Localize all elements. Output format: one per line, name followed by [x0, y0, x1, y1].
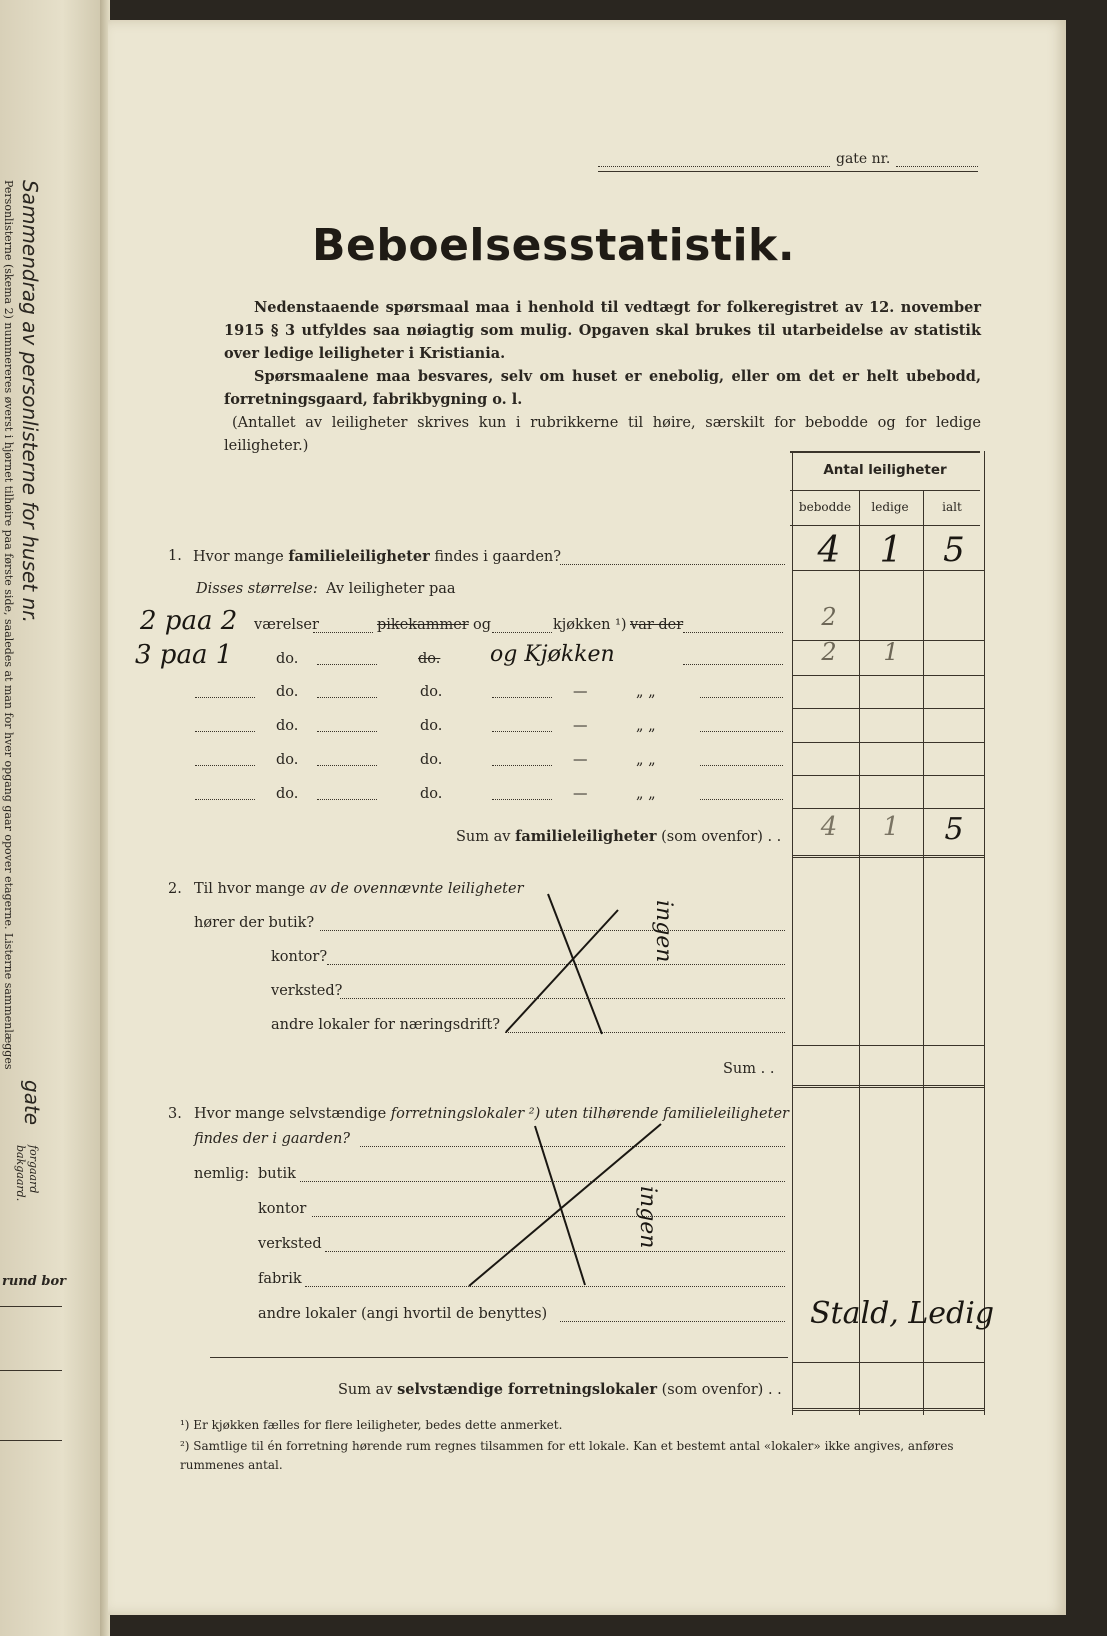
q1-leader [560, 564, 785, 565]
q2-line-verksted: verksted? [271, 983, 343, 999]
size-row3-blank[interactable] [492, 697, 552, 698]
q3-line-butik: butik [258, 1166, 296, 1182]
size-row6-blank[interactable] [492, 799, 552, 800]
q2-text-b: av de ovennævnte leiligheter [309, 881, 524, 897]
q2-text-a: Til hvor mange [194, 881, 305, 897]
row-rule [792, 742, 984, 743]
table-subhead-rule [790, 490, 980, 491]
margin-bakgaard: bakgaard. [14, 1145, 27, 1202]
q3-line-andre: andre lokaler (angi hvortil de benyttes) [258, 1306, 548, 1322]
q2-cross-out [500, 890, 620, 1040]
footnote-2: ²) Samtlige til én forretning hørende rum regnes tilsammen for ett lokale. Kan et bestemt antal «lokaler» ikke angives, anføres rummenes antal. [180, 1439, 954, 1472]
q3-sum-b: selvstændige forretningslokaler [397, 1381, 658, 1398]
size-row1-kitchen: kjøkken ¹) [553, 617, 627, 633]
row-rule [792, 808, 984, 809]
margin-title: Sammendrag av personlisterne for huset nr. [18, 180, 42, 623]
q3-sum-c: (som ovenfor) [661, 1382, 764, 1398]
q3-text-a: Hvor mange selvstændige [194, 1106, 387, 1122]
row-rule [792, 708, 984, 709]
q1-sum-b: familieleiligheter [515, 828, 657, 845]
footnote-1: ¹) Er kjøkken fælles for flere leiligheter, bedes dette anmerket. [180, 1418, 563, 1432]
size-row5-blank[interactable] [317, 765, 377, 766]
row-rule [792, 675, 984, 676]
size-row5-do2: do. [420, 752, 443, 768]
col-ledige: ledige [871, 500, 909, 514]
q3-nemlig: nemlig: [194, 1166, 250, 1182]
q2-question [194, 881, 524, 897]
page-title: Beboelsesstatistik. [311, 220, 796, 271]
col-bebodde: bebodde [798, 500, 852, 514]
size-row2-hand[interactable]: 3 paa 1 [135, 640, 233, 670]
q1-ledige-answer[interactable]: 1 [879, 530, 903, 571]
size-row1-bebodde[interactable]: 2 [821, 603, 837, 631]
q1-sum-c: (som ovenfor) [661, 829, 763, 845]
size-row4-do: do. [276, 718, 299, 734]
size-row6-do2: do. [420, 786, 443, 802]
size-row1-blank[interactable] [492, 632, 552, 633]
size-row1-rooms-label: værelser [254, 617, 319, 633]
size-row1-hand[interactable]: 2 paa 2 [140, 606, 238, 636]
size-row2-ledige[interactable]: 1 [883, 638, 899, 666]
col-line [923, 490, 924, 1415]
q1-size-label: Disses størrelse: [196, 581, 318, 597]
q1-number: 1. [168, 548, 182, 564]
q1-sum-ialt[interactable]: 5 [944, 812, 964, 847]
size-row4-blank[interactable] [317, 731, 377, 732]
q3-line-fabrik: fabrik [258, 1271, 302, 1287]
q1-question [193, 548, 561, 565]
size-row4-blank[interactable] [492, 731, 552, 732]
size-row1-struck: pikekammer [377, 617, 469, 633]
q2-sum: Sum . . [723, 1061, 775, 1077]
table-head-rule [790, 525, 980, 526]
margin-gate: gate [20, 1080, 44, 1126]
sum-rule [792, 1408, 984, 1411]
q1-text-a: Hvor mange [193, 549, 284, 565]
size-row4-quote: „ „ [636, 718, 656, 734]
row-rule [792, 1362, 984, 1363]
sum-rule [792, 855, 984, 858]
size-row1-og: og [473, 617, 492, 633]
q2-line-kontor: kontor? [271, 949, 328, 965]
sum-rule [792, 1085, 984, 1088]
intro-paragraph-3: (Antallet av leiligheter skrives kun i rubrikkerne til høire, særskilt for bebodde og for ledige leiligheter.) [224, 415, 981, 454]
size-row2-bebodde[interactable]: 2 [821, 638, 837, 666]
q1-sum-a: Sum av [456, 829, 511, 845]
size-row5-dash: — [573, 752, 588, 768]
q1-text-c: findes i gaarden? [434, 549, 562, 565]
table-top [790, 451, 980, 453]
margin-forgaard: forgaard [27, 1145, 40, 1194]
size-row4-leader [700, 731, 783, 732]
q3-writing-line[interactable] [210, 1357, 788, 1358]
size-row5-blank[interactable] [492, 765, 552, 766]
size-row5-blank[interactable] [195, 765, 255, 766]
size-row3-leader [700, 697, 783, 698]
size-row2-blank[interactable] [317, 664, 377, 665]
margin-line [0, 1306, 62, 1307]
table-title: Antal leiligheter [823, 462, 947, 478]
q3-hand-answer[interactable]: Stald, Ledig [810, 1296, 995, 1331]
gate-nr-label: gate nr. [836, 151, 891, 167]
q1-sum-ledige[interactable]: 1 [882, 812, 900, 842]
size-row4-do2: do. [420, 718, 443, 734]
q1-sum-bebodde[interactable]: 4 [820, 812, 838, 842]
size-row6-blank[interactable] [195, 799, 255, 800]
margin-line [0, 1370, 62, 1371]
q3-number: 3. [168, 1106, 182, 1122]
gate-nr-blank[interactable] [896, 166, 978, 167]
size-row2-do2: do. [418, 651, 441, 667]
size-row5-do: do. [276, 752, 299, 768]
size-row3-do: do. [276, 684, 299, 700]
q1-ialt-answer[interactable]: 5 [943, 530, 965, 570]
size-row1-struck2: var der [630, 617, 684, 633]
q3-line-kontor: kontor [258, 1201, 307, 1217]
row-rule [792, 775, 984, 776]
size-row5-quote: „ „ [636, 752, 656, 768]
col-line [859, 490, 860, 1415]
q3-text-c: findes der i gaarden? [194, 1131, 351, 1147]
q3-sum: Sum av selvstændige forretningslokaler (som ovenfor) . . [338, 1381, 782, 1398]
size-row6-dash: — [573, 786, 588, 802]
q2-sum-label: Sum [723, 1061, 757, 1077]
size-row6-do: do. [276, 786, 299, 802]
q2-line-andre: andre lokaler for næringsdrift? [271, 1017, 500, 1033]
street-blank[interactable] [598, 166, 830, 167]
margin-grund-bor: rund bor [2, 1274, 66, 1289]
col-ialt: ialt [942, 500, 962, 514]
size-row1-blank[interactable] [313, 632, 373, 633]
size-row2-og-kitchen[interactable]: og Kjøkken [490, 642, 615, 667]
q1-size-text: Av leiligheter paa [326, 581, 456, 597]
size-row2-leader [683, 664, 783, 665]
q1-text-b: familieleiligheter [288, 548, 430, 565]
col-line [984, 451, 985, 1415]
size-row3-quote: „ „ [636, 684, 656, 700]
size-row3-blank[interactable] [317, 697, 377, 698]
q3-sum-a: Sum av [338, 1382, 393, 1398]
size-row6-leader [700, 799, 783, 800]
size-row2-do: do. [276, 651, 299, 667]
q2-number: 2. [168, 881, 182, 897]
size-row4-dash: — [573, 718, 588, 734]
margin-line [0, 1440, 62, 1441]
margin-subtitle: Personlisterne (skema 2) nummereres øverst i hjørnet tilhøire paa første side, saaledes at man for hver opgang gaar opover etagerne. Listerne sammenlægges [2, 180, 15, 1070]
col-line [792, 451, 793, 1415]
size-row3-dash: — [573, 684, 588, 700]
size-row3-blank[interactable] [195, 697, 255, 698]
header-rule [598, 171, 978, 172]
q3-hand-note[interactable]: ingen [635, 1186, 660, 1249]
row-rule [792, 1045, 984, 1046]
size-row1-leader [683, 632, 783, 633]
q1-bebodde-answer[interactable]: 4 [817, 530, 841, 571]
size-row5-leader [700, 765, 783, 766]
q3-line-verksted: verksted [258, 1236, 322, 1252]
size-row6-quote: „ „ [636, 786, 656, 802]
size-row3-do2: do. [420, 684, 443, 700]
q1-sum-label: Sum av familieleiligheter (som ovenfor) . . [456, 828, 782, 845]
q2-line-butik: hører der butik? [194, 915, 315, 931]
intro-paragraph-2: Spørsmaalene maa besvares, selv om huset er enebolig, eller om det er helt ubebodd, forretningsgaard, fabrikbygning o. l. [224, 368, 981, 408]
q3-text-b: forretningslokaler ²) uten tilhørende familieleiligheter [390, 1106, 789, 1122]
intro-paragraph-1: Nedenstaaende spørsmaal maa i henhold til vedtægt for folkeregistret av 12. november 1915 § 3 utfyldes saa nøiagtig som mulig. Opgaven skal brukes til utarbeidelse av statistik over ledige leiligheter i Kristiania. [224, 299, 981, 362]
size-row4-blank[interactable] [195, 731, 255, 732]
q3-leader [560, 1321, 785, 1322]
size-row6-blank[interactable] [317, 799, 377, 800]
q2-hand-note[interactable]: ingen [651, 900, 676, 963]
